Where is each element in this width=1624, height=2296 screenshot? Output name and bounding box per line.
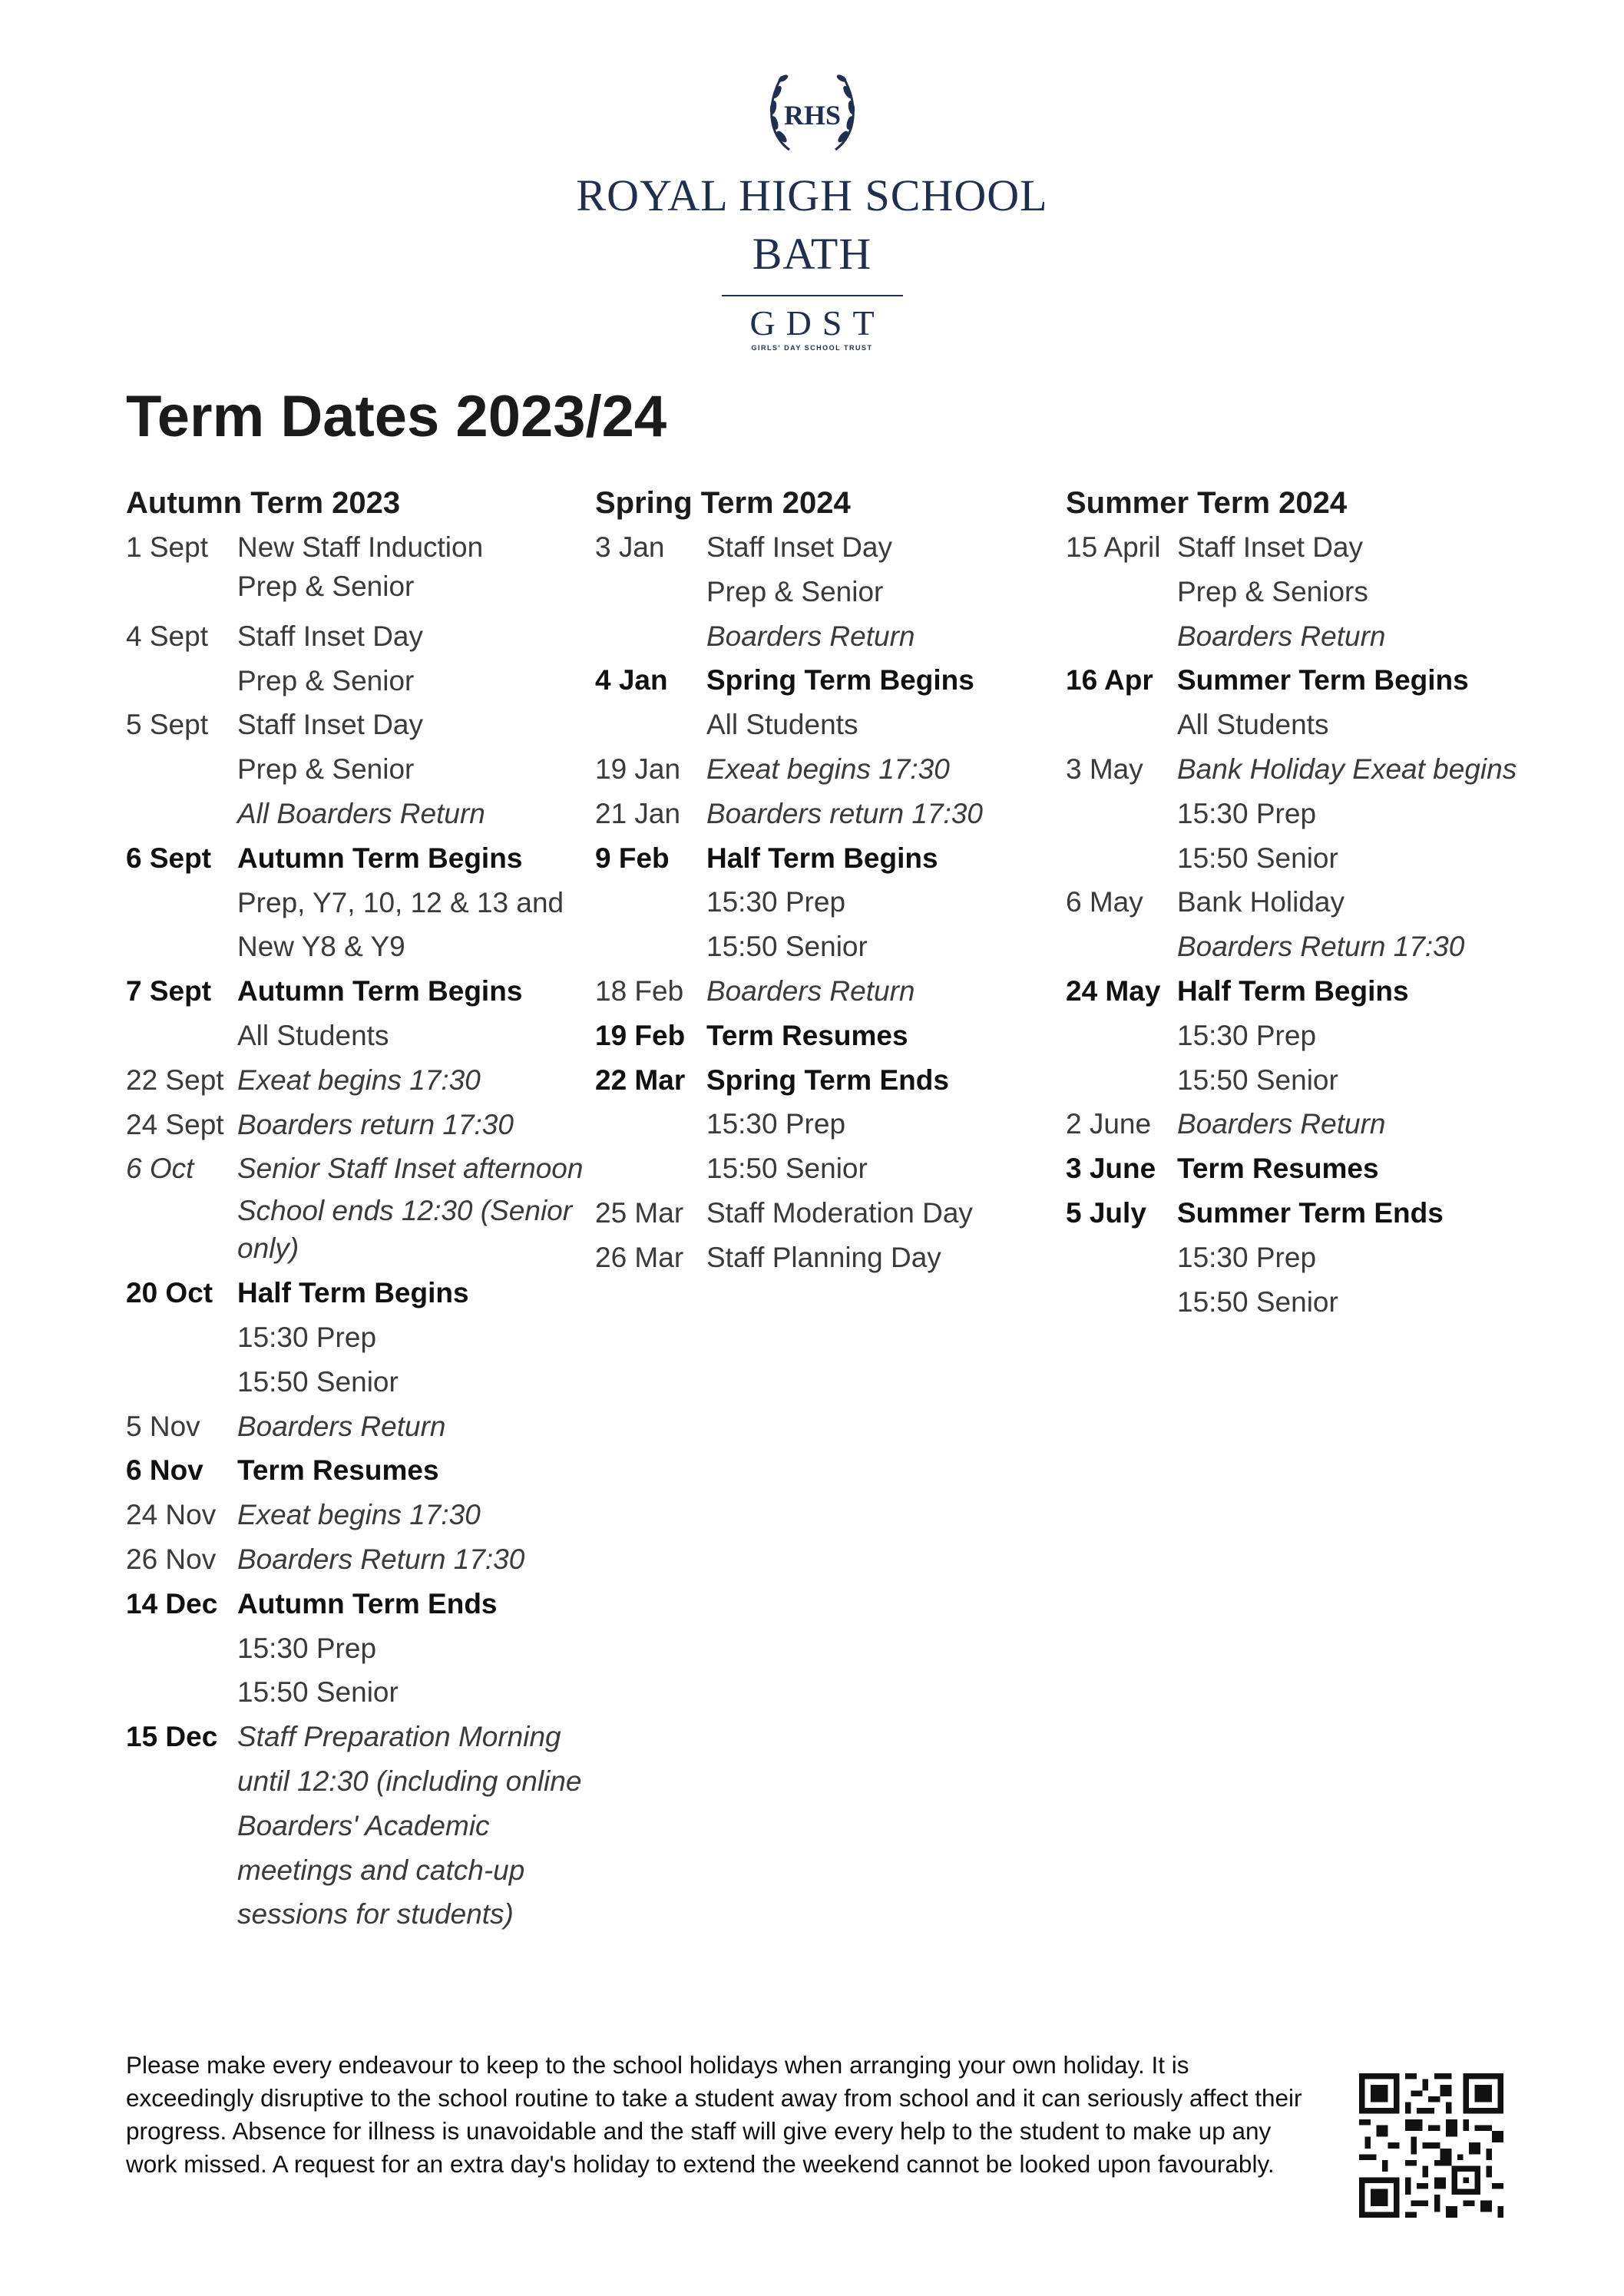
entry-date: 6 Sept — [126, 842, 212, 874]
term-entry — [595, 1058, 1056, 1191]
entry-date: 1 Sept — [126, 531, 208, 563]
entry-date: 5 Nov — [126, 1410, 200, 1442]
term-entry — [595, 747, 1056, 792]
entry-line: Boarders Return 17:30 — [1177, 931, 1465, 963]
entry-line: 15:50 Senior — [1177, 842, 1338, 874]
entry-line: Staff Inset Day — [706, 531, 892, 563]
entry-date: 5 July — [1066, 1196, 1146, 1229]
crest-monogram: RHS — [783, 100, 841, 131]
school-name-line1: ROYAL HIGH SCHOOL — [576, 170, 1048, 220]
term-entry — [595, 525, 1056, 658]
entry-line: 15:50 Senior — [237, 1676, 399, 1709]
summer-term-title: Summer Term 2024 — [1066, 486, 1348, 520]
trust-abbr: GDST — [749, 303, 885, 342]
entry-line: Prep & Senior — [706, 575, 884, 607]
entry-date: 16 Apr — [1066, 664, 1153, 696]
logo-divider — [722, 295, 903, 296]
term-entry — [595, 836, 1056, 969]
entry-line: All Students — [706, 709, 858, 741]
entry-line: All Students — [237, 1019, 389, 1051]
term-entry — [1066, 1102, 1526, 1146]
entry-date: 22 Mar — [595, 1064, 686, 1096]
entry-date: 6 Nov — [126, 1454, 203, 1487]
summer-term-column — [1066, 481, 1526, 1324]
entry-line: 15:30 Prep — [1177, 1019, 1317, 1051]
entry-line: Bank Holiday Exeat begins — [1177, 753, 1517, 785]
entry-line: Boarders Return 17:30 — [237, 1543, 525, 1575]
entry-date: 25 Mar — [595, 1196, 684, 1229]
entry-date: 6 Oct — [126, 1153, 194, 1185]
entry-date: 4 Sept — [126, 620, 208, 652]
term-entry — [595, 1191, 1056, 1236]
entry-date: 20 Oct — [126, 1277, 213, 1309]
entry-line: meetings and catch-up — [237, 1854, 525, 1886]
term-entry — [126, 1103, 587, 1147]
entry-line: All Students — [1177, 709, 1329, 741]
entry-line: Boarders Return — [1177, 1108, 1386, 1140]
entry-line: Prep & Seniors — [1177, 575, 1368, 607]
term-entry — [126, 614, 587, 703]
term-entry — [595, 1236, 1056, 1280]
laurel-crest-icon — [759, 61, 866, 161]
entry-line: Exeat begins 17:30 — [237, 1064, 481, 1096]
entry-date: 3 June — [1066, 1153, 1156, 1185]
entry-line: Staff Moderation Day — [706, 1196, 973, 1229]
term-entry — [126, 1537, 587, 1582]
term-entry — [1066, 880, 1526, 969]
spring-term-title: Spring Term 2024 — [595, 486, 851, 520]
entry-line: Senior Staff Inset afternoon — [237, 1153, 584, 1185]
school-logo — [0, 61, 1624, 352]
entry-line: Autumn Term Ends — [237, 1587, 498, 1619]
entry-line: 15:30 Prep — [706, 886, 846, 918]
entry-line: New Staff Induction — [237, 531, 484, 563]
entry-line: sessions for students) — [237, 1898, 514, 1930]
entry-line: Boarders return 17:30 — [237, 1108, 514, 1140]
entry-line: Prep & Senior — [237, 570, 415, 602]
school-name-line2: BATH — [752, 229, 872, 279]
entry-line: Prep & Senior — [237, 664, 415, 696]
entry-date: 24 Sept — [126, 1108, 224, 1140]
term-entry — [126, 1146, 587, 1271]
entry-line: Bank Holiday — [1177, 886, 1345, 918]
entry-date: 3 May — [1066, 753, 1143, 785]
entry-date: 15 April — [1066, 531, 1161, 563]
entry-date: 9 Feb — [595, 842, 670, 874]
entry-line: until 12:30 (including online — [237, 1765, 582, 1797]
entry-line: All Boarders Return — [237, 797, 485, 829]
entry-line: Spring Term Ends — [706, 1064, 949, 1096]
term-entry — [126, 969, 587, 1058]
entry-line: Spring Term Begins — [706, 664, 974, 696]
entry-line: Boarders' Academic — [237, 1809, 490, 1841]
trust-full-name: GIRLS' DAY SCHOOL TRUST — [751, 344, 873, 352]
entry-date: 24 Nov — [126, 1499, 217, 1531]
entry-line: 15:50 Senior — [1177, 1285, 1338, 1318]
page-title: Term Dates 2023/24 — [126, 384, 667, 449]
term-entry — [126, 1271, 587, 1404]
entry-date: 7 Sept — [126, 975, 212, 1007]
entry-line: 15:30 Prep — [237, 1321, 377, 1353]
entry-line: 15:50 Senior — [706, 931, 868, 963]
term-entry — [595, 969, 1056, 1014]
entry-date: 18 Feb — [595, 974, 684, 1007]
term-entry — [1066, 747, 1526, 880]
entry-line: School ends 12:30 (Senior — [237, 1195, 573, 1227]
term-entry — [126, 1715, 587, 1937]
entry-line: Staff Planning Day — [706, 1241, 941, 1273]
entry-line: New Y8 & Y9 — [237, 931, 405, 963]
entry-line: 15:50 Senior — [706, 1153, 868, 1185]
qr-code-icon[interactable] — [1359, 2073, 1503, 2218]
entry-date: 24 May — [1066, 974, 1161, 1007]
term-entry — [126, 525, 587, 614]
entry-line: Half Term Begins — [1177, 974, 1409, 1007]
entry-date: 19 Jan — [595, 753, 681, 785]
entry-line: 15:50 Senior — [1177, 1064, 1338, 1096]
term-entry — [595, 658, 1056, 747]
entry-line: 15:30 Prep — [1177, 797, 1317, 829]
term-entry — [126, 1493, 587, 1537]
entry-line: Half Term Begins — [237, 1277, 469, 1309]
entry-line: Term Resumes — [706, 1019, 908, 1051]
entry-line: Boarders return 17:30 — [706, 797, 983, 829]
term-entry — [126, 1448, 587, 1493]
entry-line: Boarders Return — [1177, 620, 1386, 652]
entry-line: 15:30 Prep — [237, 1632, 377, 1664]
term-entry — [1066, 1191, 1526, 1324]
term-entry — [126, 1582, 587, 1715]
entry-line: Staff Inset Day — [1177, 531, 1363, 563]
term-entry — [126, 836, 587, 969]
entry-line: Autumn Term Begins — [237, 975, 523, 1007]
entry-date: 5 Sept — [126, 709, 208, 741]
entry-line: Prep, Y7, 10, 12 & 13 and — [237, 886, 564, 918]
entry-line: Boarders Return — [237, 1410, 446, 1442]
entry-date: 15 Dec — [126, 1721, 218, 1753]
term-entry — [1066, 969, 1526, 1102]
spring-term-column — [595, 481, 1056, 1280]
entry-line: Term Resumes — [1177, 1153, 1379, 1185]
entry-date: 19 Feb — [595, 1019, 686, 1051]
entry-date: 26 Nov — [126, 1543, 217, 1575]
term-entry — [126, 1404, 587, 1449]
entry-line: Boarders Return — [706, 620, 915, 652]
autumn-term-title: Autumn Term 2023 — [126, 486, 401, 520]
entry-date: 26 Mar — [595, 1241, 684, 1273]
entry-line: Boarders Return — [706, 974, 915, 1007]
entry-line: Half Term Begins — [706, 842, 938, 874]
entry-date: 4 Jan — [595, 664, 668, 696]
autumn-term-column — [126, 481, 587, 1937]
entry-date: 6 May — [1066, 886, 1143, 918]
entry-date: 2 June — [1066, 1108, 1152, 1140]
entry-line: 15:30 Prep — [1177, 1241, 1317, 1273]
entry-line: Summer Term Begins — [1177, 664, 1469, 696]
term-entry — [1066, 1146, 1526, 1191]
entry-line: Exeat begins 17:30 — [237, 1499, 481, 1531]
entry-line: Staff Inset Day — [237, 620, 423, 652]
entry-date: 3 Jan — [595, 531, 665, 563]
entry-date: 14 Dec — [126, 1587, 218, 1619]
entry-line: Term Resumes — [237, 1454, 439, 1487]
entry-date: 21 Jan — [595, 797, 681, 829]
entry-date: 22 Sept — [126, 1064, 224, 1096]
term-entry — [1066, 525, 1526, 658]
term-entry — [1066, 658, 1526, 747]
term-entry — [126, 1058, 587, 1103]
entry-line: only) — [237, 1232, 299, 1265]
term-entry — [595, 792, 1056, 836]
entry-line: Prep & Senior — [237, 753, 415, 786]
entry-line: Summer Term Ends — [1177, 1196, 1444, 1229]
entry-line: Autumn Term Begins — [237, 842, 523, 874]
term-entry — [595, 1014, 1056, 1058]
entry-line: 15:50 Senior — [237, 1365, 399, 1398]
entry-line: 15:30 Prep — [706, 1108, 846, 1140]
entry-line: Exeat begins 17:30 — [706, 753, 950, 785]
entry-line: Staff Preparation Morning — [237, 1721, 561, 1753]
entry-line: Staff Inset Day — [237, 709, 423, 741]
holiday-policy-note: Please make every endeavour to keep to the school holidays when arranging your own holiday. It is exceedingly disruptive to the school routine to take a student away from school and it can seriously affect their progress. Absence for illness is unavoidable and the staff will give every help to the student to make up any work missed. A request for an extra day's holiday to extend the weekend cannot be looked upon favourably. — [126, 2051, 1302, 2178]
term-entry — [126, 703, 587, 835]
